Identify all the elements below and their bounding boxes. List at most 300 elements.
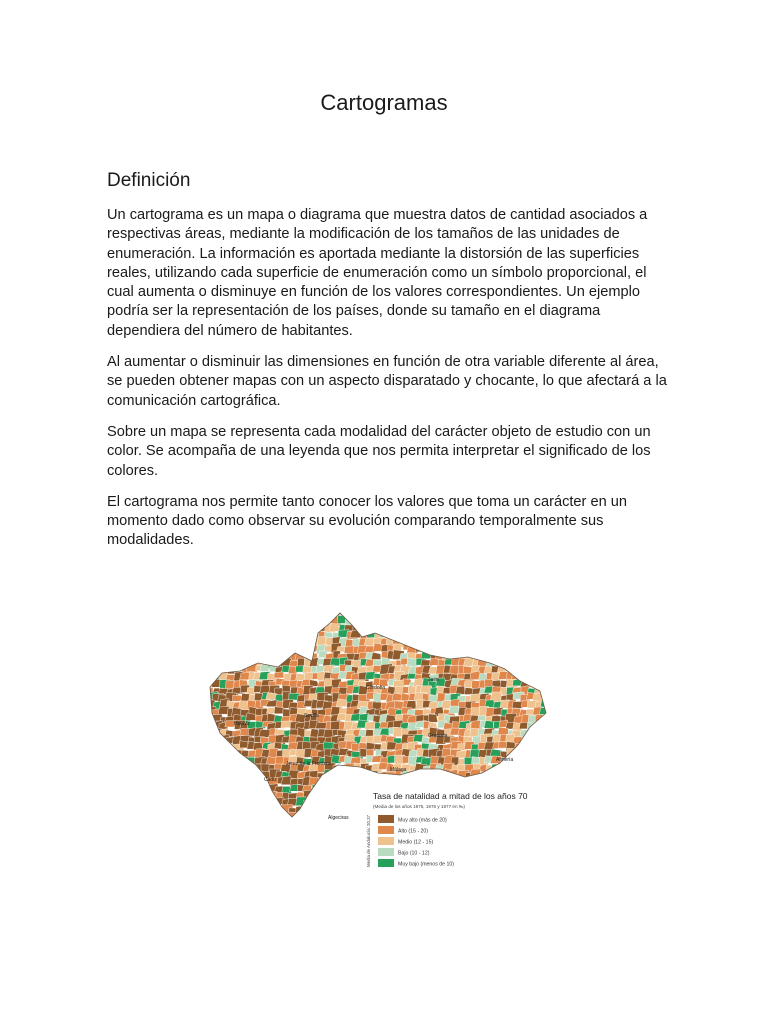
municipality-cell xyxy=(408,625,416,634)
municipality-cell xyxy=(240,806,251,815)
municipality-cell xyxy=(228,793,237,802)
municipality-cell xyxy=(280,637,291,645)
municipality-cell xyxy=(233,645,244,654)
municipality-cell xyxy=(437,637,447,645)
municipality-cell xyxy=(206,730,218,739)
map-label-cadiz: Cádiz xyxy=(264,777,277,783)
municipality-cell xyxy=(512,756,523,766)
municipality-cell xyxy=(413,771,424,778)
municipality-cell xyxy=(541,728,550,738)
municipality-cell xyxy=(472,625,484,633)
municipality-cell xyxy=(239,651,251,660)
municipality-cell xyxy=(522,674,535,682)
municipality-cell xyxy=(247,792,260,801)
municipality-cell xyxy=(457,639,466,645)
municipality-cell xyxy=(547,715,561,723)
municipality-cell xyxy=(547,722,560,731)
municipality-cell xyxy=(542,652,551,659)
municipality-cell xyxy=(540,611,550,620)
municipality-cell xyxy=(471,631,483,639)
municipality-cell xyxy=(549,763,563,773)
municipality-cell xyxy=(206,722,217,730)
municipality-cell xyxy=(276,819,286,827)
municipality-cell xyxy=(333,799,342,806)
municipality-cell xyxy=(549,772,559,779)
municipality-cell xyxy=(533,791,543,798)
municipality-cell xyxy=(248,785,259,796)
municipality-cell xyxy=(240,624,250,634)
municipality-cell xyxy=(443,611,454,620)
municipality-cell xyxy=(296,797,307,806)
municipality-cell xyxy=(213,657,225,666)
municipality-cell xyxy=(317,636,326,646)
municipality-cell xyxy=(540,629,552,639)
municipality-cell xyxy=(253,769,264,780)
paragraph-2: Al aumentar o disminuir las dimensiones en función de otra variable diferente al área, se pueden obtener mapas con un aspecto disparatado y chocante, lo que afectará a la comunicación cartográfica. xyxy=(107,354,667,409)
municipality-cell xyxy=(535,806,547,815)
municipality-cell xyxy=(233,806,244,816)
paragraph-1: Un cartograma es un mapa o diagrama que muestra datos de cantidad asociados a respectivas áreas, mediante la modificación de los tamaños de las unidades de enumeración. La información es aportada mediante la distorsión de las superficies reales, utilizando cada superficie de enumeración como un símbolo proporcional, el cual aumenta o disminuye en función de los valores correspondientes. Un ejemplo podría ser la representación de los países, donde su tamaño en el diagrama dependiera del número de habitantes. xyxy=(107,207,648,339)
municipality-cell xyxy=(218,617,229,624)
municipality-cell xyxy=(375,609,384,617)
municipality-cell xyxy=(329,792,341,802)
municipality-cell xyxy=(402,779,414,788)
municipality-cell xyxy=(323,608,335,616)
choropleth-map xyxy=(200,595,572,875)
municipality-cell xyxy=(221,766,231,773)
municipality-cell xyxy=(239,792,250,801)
municipality-cell xyxy=(521,751,532,759)
municipality-cell xyxy=(492,813,503,822)
municipality-cell xyxy=(464,630,476,638)
municipality-cell xyxy=(337,778,347,786)
municipality-cell xyxy=(248,624,258,631)
municipality-cell xyxy=(513,769,527,780)
municipality-cell xyxy=(521,654,532,662)
legend-subtitle: (Media de los años 1975, 1976 y 1977 en ‰) xyxy=(373,804,465,809)
legend-items xyxy=(378,815,454,868)
municipality-cell xyxy=(542,786,554,794)
municipality-cell xyxy=(296,821,306,826)
municipality-cell xyxy=(231,765,243,772)
municipality-cell xyxy=(207,793,217,799)
municipality-cell xyxy=(526,659,538,668)
municipality-cell xyxy=(548,812,561,821)
municipality-cell xyxy=(254,623,266,632)
municipality-cell xyxy=(336,699,348,707)
municipality-cell xyxy=(274,615,285,623)
municipality-cell xyxy=(547,610,556,616)
legend-title: Tasa de natalidad a mitad de los años 70 xyxy=(373,791,528,801)
municipality-cell xyxy=(546,758,558,764)
municipality-cell xyxy=(302,637,311,647)
municipality-cell xyxy=(269,645,281,654)
municipality-cell xyxy=(225,743,234,752)
municipality-cell xyxy=(414,616,426,625)
municipality-cell xyxy=(261,800,272,809)
municipality-cell xyxy=(444,623,457,629)
municipality-cell xyxy=(548,798,557,806)
municipality-cell xyxy=(297,644,311,654)
municipality-cell xyxy=(456,646,467,654)
municipality-cell xyxy=(508,616,520,623)
municipality-cell xyxy=(225,680,234,689)
municipality-cell xyxy=(345,820,354,830)
municipality-cell xyxy=(549,706,561,715)
municipality-cell xyxy=(513,658,523,665)
municipality-cell xyxy=(548,630,558,640)
municipality-cell xyxy=(498,623,510,631)
legend-label: Muy bajo (menos de 10) xyxy=(398,861,454,868)
municipality-cell xyxy=(360,608,371,617)
municipality-cell xyxy=(262,814,272,824)
municipality-cell xyxy=(512,813,523,820)
municipality-cell xyxy=(255,631,267,639)
municipality-cell xyxy=(549,622,561,631)
municipality-cell xyxy=(443,778,453,786)
municipality-cell xyxy=(212,741,225,748)
map-label-jerez: Jerez de la Frontera xyxy=(286,761,331,767)
municipality-cell xyxy=(527,631,539,637)
municipality-cell xyxy=(267,616,276,624)
municipality-cell xyxy=(526,798,536,807)
municipality-cell xyxy=(472,646,483,654)
municipality-cell xyxy=(520,813,529,821)
municipality-cell xyxy=(541,819,553,830)
municipality-cell xyxy=(213,650,226,659)
municipality-cell xyxy=(456,629,467,639)
municipality-cell xyxy=(268,806,279,815)
municipality-cell xyxy=(338,800,347,807)
municipality-cell xyxy=(358,784,369,792)
municipality-cell xyxy=(329,771,339,779)
municipality-cell xyxy=(254,821,266,829)
municipality-cell xyxy=(499,813,509,822)
municipality-cell xyxy=(319,610,327,618)
municipality-cell xyxy=(403,611,412,621)
map-legend xyxy=(366,791,528,868)
municipality-cell xyxy=(220,791,231,801)
municipality-cell xyxy=(548,742,558,750)
municipality-cell xyxy=(522,657,532,667)
municipality-cell xyxy=(393,778,405,783)
municipality-cell xyxy=(303,812,312,822)
municipality-cell xyxy=(288,630,297,639)
municipality-cell xyxy=(231,800,243,807)
municipality-cell xyxy=(231,629,244,637)
municipality-cell xyxy=(416,610,427,619)
municipality-cell xyxy=(296,618,310,625)
municipality-cell xyxy=(420,770,433,779)
municipality-cell xyxy=(325,820,335,827)
municipality-cell xyxy=(206,778,216,787)
municipality-cell xyxy=(526,764,537,773)
municipality-cell xyxy=(305,819,316,829)
municipality-cell xyxy=(214,734,222,742)
municipality-cell xyxy=(204,610,213,617)
municipality-cell xyxy=(218,820,230,830)
municipality-cell xyxy=(542,673,552,682)
municipality-cell xyxy=(317,807,329,816)
municipality-cell xyxy=(498,727,509,735)
municipality-cell xyxy=(214,667,222,674)
municipality-cell xyxy=(541,658,553,668)
municipality-cell xyxy=(339,771,349,781)
municipality-cell xyxy=(269,813,280,820)
municipality-cell xyxy=(533,653,546,660)
municipality-cell xyxy=(525,770,534,776)
municipality-cell xyxy=(415,644,426,652)
municipality-cell xyxy=(478,622,489,629)
paragraph-3: Sobre un mapa se representa cada modalidad del carácter objeto de estudio con un color. Se acompaña de una leyenda que nos permita interpretar el significado de los colores. xyxy=(107,423,651,479)
municipality-cell xyxy=(527,812,535,820)
municipality-cell xyxy=(542,618,551,628)
municipality-cell xyxy=(240,819,251,826)
municipality-cell xyxy=(532,813,543,823)
municipality-cell xyxy=(254,617,267,626)
municipality-cell xyxy=(379,777,391,788)
municipality-cell xyxy=(388,608,398,616)
municipality-cell xyxy=(206,742,218,752)
municipality-cell xyxy=(254,609,266,617)
municipality-cell xyxy=(212,805,223,812)
municipality-cell xyxy=(472,807,483,816)
municipality-cell xyxy=(430,636,440,646)
municipality-cell xyxy=(268,630,280,636)
municipality-cell xyxy=(514,778,524,785)
municipality-cell xyxy=(282,631,295,640)
municipality-cell xyxy=(546,694,558,703)
municipality-cell xyxy=(206,756,217,766)
municipality-cell xyxy=(529,787,539,795)
municipality-cell xyxy=(534,618,546,625)
municipality-cell xyxy=(247,609,257,616)
municipality-cell xyxy=(479,805,492,815)
municipality-cell xyxy=(403,624,412,634)
municipality-cell xyxy=(507,814,517,822)
municipality-cell xyxy=(499,742,508,748)
municipality-cell xyxy=(428,609,439,616)
municipality-cell xyxy=(500,659,511,669)
municipality-cell xyxy=(312,616,321,626)
municipality-cell xyxy=(550,790,557,798)
municipality-cell xyxy=(547,778,559,787)
municipality-cell xyxy=(543,737,551,745)
municipality-cell xyxy=(260,612,273,621)
municipality-cell xyxy=(534,623,545,632)
municipality-cell xyxy=(416,623,427,631)
municipality-cell xyxy=(527,665,540,673)
municipality-cell xyxy=(428,714,437,723)
municipality-cell xyxy=(479,821,489,831)
municipality-cell xyxy=(533,777,546,786)
municipality-cell xyxy=(346,800,356,810)
municipality-cell xyxy=(318,617,327,626)
municipality-cell xyxy=(238,764,249,773)
map-label-granada: Granada xyxy=(428,733,448,739)
municipality-cell xyxy=(520,617,533,624)
municipality-cell xyxy=(268,623,277,630)
municipality-cell xyxy=(492,629,503,639)
municipality-cell xyxy=(226,625,238,632)
municipality-cell xyxy=(253,777,264,784)
municipality-cell xyxy=(298,610,307,619)
municipality-cell xyxy=(528,790,541,800)
municipality-cell xyxy=(330,783,342,792)
municipality-cell xyxy=(533,659,546,667)
municipality-cell xyxy=(450,617,459,624)
municipality-cell xyxy=(492,800,502,809)
municipality-cell xyxy=(345,771,357,780)
municipality-cell xyxy=(394,617,404,626)
municipality-cell xyxy=(226,813,238,824)
municipality-cell xyxy=(225,659,238,669)
municipality-cell xyxy=(478,812,491,821)
municipality-cell xyxy=(533,610,543,619)
municipality-cell xyxy=(408,610,421,617)
municipality-cell xyxy=(529,729,540,737)
municipality-cell xyxy=(513,750,521,757)
municipality-cell xyxy=(225,800,233,810)
legend-label: Bajo (10 - 12) xyxy=(398,850,430,857)
municipality-cell xyxy=(387,629,399,637)
municipality-cell xyxy=(548,735,559,745)
municipality-cell xyxy=(235,770,244,777)
municipality-cell xyxy=(226,617,239,627)
municipality-cell xyxy=(521,763,534,770)
municipality-cell xyxy=(380,622,391,633)
municipality-cell xyxy=(323,780,332,786)
municipality-cell xyxy=(205,671,216,680)
municipality-cell xyxy=(483,617,494,624)
municipality-cell xyxy=(513,805,526,813)
municipality-cell xyxy=(224,764,236,772)
municipality-cell xyxy=(514,744,527,752)
municipality-cell xyxy=(511,820,522,826)
municipality-cell xyxy=(332,807,343,814)
municipality-cell xyxy=(246,819,259,826)
municipality-cell xyxy=(225,777,238,785)
municipality-cell xyxy=(213,818,224,826)
municipality-cell xyxy=(345,784,354,793)
municipality-cell xyxy=(282,625,293,634)
municipality-cell xyxy=(464,813,474,820)
municipality-cell xyxy=(520,729,534,737)
municipality-cell xyxy=(276,643,287,651)
municipality-cell xyxy=(385,624,396,630)
municipality-cell xyxy=(246,766,258,772)
municipality-cell xyxy=(529,637,538,644)
municipality-cell xyxy=(245,646,256,652)
municipality-cell xyxy=(450,821,461,829)
municipality-cell xyxy=(505,771,517,780)
legend-swatch xyxy=(378,837,394,845)
municipality-cell xyxy=(353,813,363,821)
map-label-almeria: Almería xyxy=(496,757,514,763)
municipality-cell xyxy=(218,785,227,794)
municipality-cell xyxy=(219,611,228,616)
municipality-cell xyxy=(324,805,336,813)
municipality-cell xyxy=(281,608,293,619)
municipality-cell xyxy=(296,623,308,630)
municipality-cell xyxy=(316,812,326,821)
municipality-cell xyxy=(303,632,314,641)
municipality-cell xyxy=(333,821,343,829)
municipality-cell xyxy=(457,818,468,826)
municipality-cell xyxy=(422,617,433,624)
municipality-cell xyxy=(534,630,543,641)
municipality-cell xyxy=(358,624,368,634)
municipality-cell xyxy=(471,610,480,618)
municipality-cell xyxy=(387,779,400,789)
municipality-cell xyxy=(534,750,545,760)
municipality-cell xyxy=(449,609,460,618)
municipality-cell xyxy=(504,631,516,637)
municipality-cell xyxy=(520,806,531,816)
municipality-cell xyxy=(478,631,490,641)
municipality-cell xyxy=(255,785,263,791)
municipality-cell xyxy=(240,800,252,808)
municipality-cell xyxy=(234,651,242,659)
municipality-cell xyxy=(304,624,314,630)
municipality-cell xyxy=(429,625,439,634)
municipality-cell xyxy=(233,659,246,669)
municipality-cell xyxy=(465,644,476,653)
municipality-cell xyxy=(484,720,494,728)
municipality-cell xyxy=(247,631,258,641)
municipality-cell xyxy=(491,646,501,655)
municipality-cell xyxy=(479,637,489,645)
municipality-cell xyxy=(504,821,516,830)
municipality-cell xyxy=(294,640,305,647)
municipality-cell xyxy=(442,748,451,756)
municipality-cell xyxy=(449,777,463,784)
municipality-cell xyxy=(260,629,271,636)
municipality-cell xyxy=(330,779,339,786)
municipality-cell xyxy=(441,645,453,654)
municipality-cell xyxy=(514,639,525,646)
municipality-cell xyxy=(548,679,560,689)
municipality-cell xyxy=(522,667,532,676)
municipality-cell xyxy=(204,645,217,651)
municipality-cell xyxy=(491,608,501,615)
municipality-cell xyxy=(533,666,545,672)
municipality-cell xyxy=(548,729,561,738)
municipality-cell xyxy=(277,638,287,648)
municipality-cell xyxy=(373,624,382,632)
municipality-cell xyxy=(534,743,542,750)
municipality-cell xyxy=(492,618,506,628)
map-label-jaen: Jaén xyxy=(428,677,439,683)
municipality-cell xyxy=(366,622,376,629)
municipality-cell xyxy=(535,639,544,645)
municipality-cell xyxy=(254,811,264,821)
municipality-cell xyxy=(240,812,249,820)
municipality-cell xyxy=(402,617,414,628)
municipality-cell xyxy=(542,639,552,648)
municipality-cell xyxy=(220,658,229,667)
municipality-cell xyxy=(521,645,531,654)
municipality-cell xyxy=(212,758,221,767)
municipality-cell xyxy=(521,758,531,765)
municipality-cell xyxy=(266,638,278,648)
municipality-cell xyxy=(255,637,266,645)
municipality-cell xyxy=(491,776,504,786)
municipality-cell xyxy=(479,650,490,657)
municipality-cell xyxy=(352,793,364,802)
municipality-cell xyxy=(273,609,285,618)
map-label-huelva: Huelva xyxy=(234,721,250,727)
